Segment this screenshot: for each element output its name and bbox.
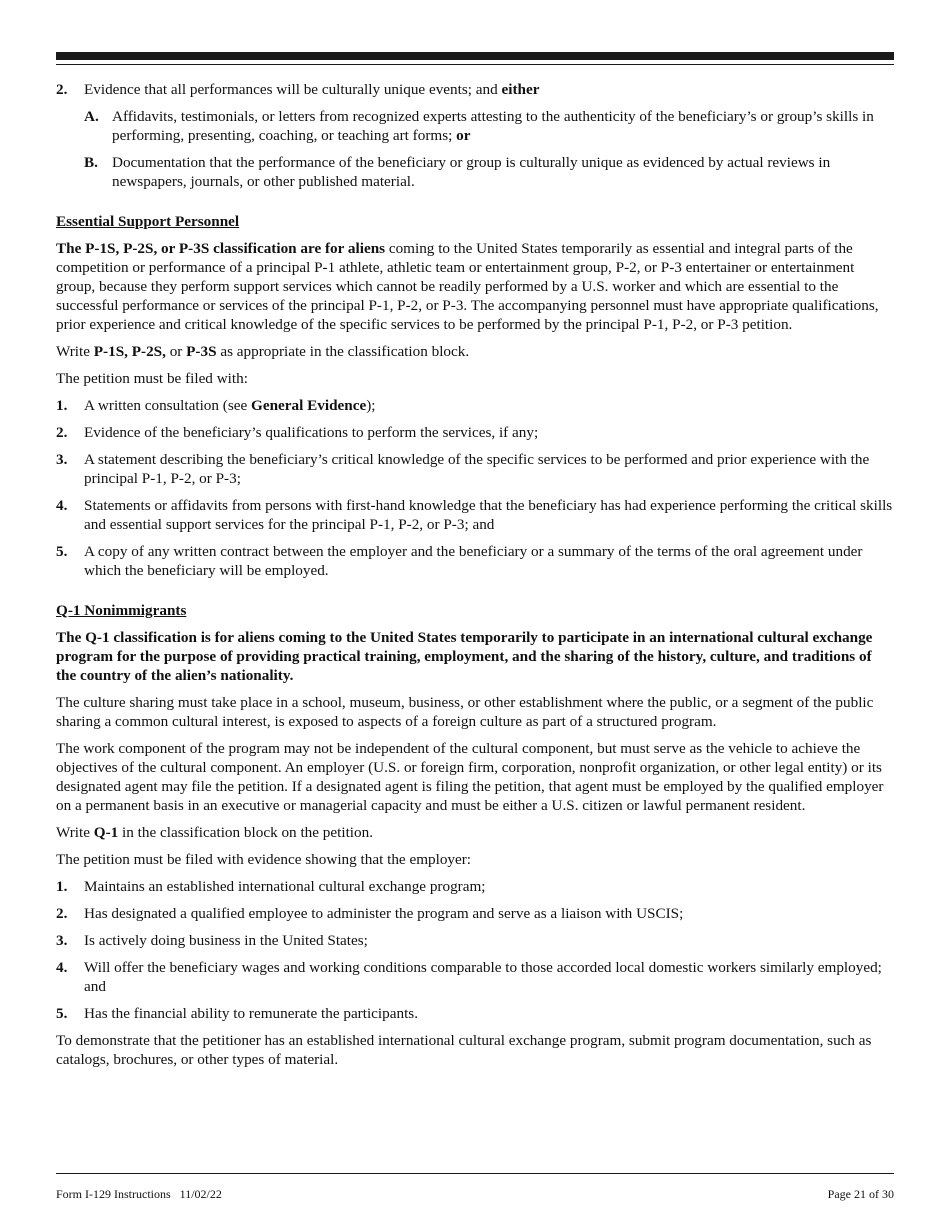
- item-text: A statement describing the beneficiary’s critical knowledge of the specific services to be performed and prior experience with the principal P-1, P-2, or P-3;: [84, 451, 870, 487]
- form-id: Form I-129 Instructions 11/02/22: [56, 1187, 222, 1201]
- list-item: [56, 931, 894, 950]
- list-item: [56, 904, 894, 923]
- sub-item-a: [84, 107, 894, 145]
- item-text: Maintains an established international cultural exchange program;: [84, 878, 486, 895]
- page-footer: [56, 1185, 894, 1204]
- list-item: [56, 80, 894, 99]
- item-number: 3.: [56, 932, 68, 949]
- item-number: 4.: [56, 959, 68, 976]
- item-text: Evidence that all performances will be culturally unique events; and either: [84, 81, 540, 98]
- item-number: 4.: [56, 497, 68, 514]
- section-heading-essential-support: Essential Support Personnel: [56, 213, 240, 230]
- footer-rule: [56, 1173, 894, 1174]
- item-text: Affidavits, testimonials, or letters from recognized experts attesting to the authenticity of the beneficiary’s or group’s skills in performing, presenting, coaching, or teaching art forms; or: [112, 108, 874, 144]
- q1-list: [56, 877, 894, 1023]
- list-item: [56, 877, 894, 896]
- item-number: 5.: [56, 543, 68, 560]
- page-content: [56, 80, 894, 1077]
- q1-para-work: The work component of the program may not be independent of the cultural component, but must serve as the vehicle to achieve the objectives of the cultural component. An employer (U.S. or foreign firm, corporation, nonprofit organization, or other legal entity) or its designated agent may file the petition. If a designated agent is filing the petition, that agent must be employed by the qualified employer on a permanent basis in an executive or managerial capacity and must be either a U.S. citizen or lawful permanent resident.: [56, 740, 884, 814]
- q1-filed-with: The petition must be filed with evidence showing that the employer:: [56, 851, 472, 868]
- list-item: [56, 496, 894, 534]
- item-number: 2.: [56, 81, 68, 98]
- list-item: [56, 396, 894, 415]
- item-number: 1.: [56, 878, 68, 895]
- essential-intro: The P-1S, P-2S, or P-3S classification are for aliens coming to the United States temporarily as essential and integral parts of the competition or performance of a principal P-1 athlete, athletic team or entertainment group, P-2, or P-3 entertainer or entertainment group, because they perform support services which cannot be readily performed by a U.S. worker and which are essential to the successful performance or services of the principal P-1, P-2, or P-3. The accompanying personnel must have appropriate qualifications, prior experience and critical knowledge of the specific services to be performed by the principal P-1, P-2, or P-3 petition.: [56, 240, 879, 333]
- list-item: [56, 958, 894, 996]
- item-text: Statements or affidavits from persons with first-hand knowledge that the beneficiary has had experience performing the critical skills and essential support services for the principal P-1, P-2, or P-3; and: [84, 497, 893, 533]
- essential-list: [56, 396, 894, 580]
- item-number: 5.: [56, 1005, 68, 1022]
- item-text: Has the financial ability to remunerate the participants.: [84, 1005, 418, 1022]
- item-number: 3.: [56, 451, 68, 468]
- item-letter: A.: [84, 108, 99, 125]
- item-text: Has designated a qualified employee to administer the program and serve as a liaison with USCIS;: [84, 905, 684, 922]
- item-text: Evidence of the beneficiary’s qualifications to perform the services, if any;: [84, 424, 539, 441]
- list-item: [56, 450, 894, 488]
- item-letter: B.: [84, 154, 98, 171]
- essential-write-instruction: Write P-1S, P-2S, or P-3S as appropriate in the classification block.: [56, 343, 470, 360]
- item-text: A copy of any written contract between the employer and the beneficiary or a summary of the terms of the oral agreement under which the beneficiary will be employed.: [84, 543, 863, 579]
- sub-item-b: [84, 153, 894, 191]
- item-text: Is actively doing business in the United States;: [84, 932, 368, 949]
- item-text: A written consultation (see General Evidence);: [84, 397, 376, 414]
- item-text: Will offer the beneficiary wages and working conditions comparable to those accorded local domestic workers similarly employed; and: [84, 959, 882, 995]
- item-number: 1.: [56, 397, 68, 414]
- list-item: [56, 423, 894, 442]
- item-text: Documentation that the performance of the beneficiary or group is culturally unique as evidenced by actual reviews in newspapers, journals, or other published material.: [112, 154, 831, 190]
- q1-closing: To demonstrate that the petitioner has an established international cultural exchange program, submit program documentation, such as catalogs, brochures, or other types of material.: [56, 1032, 872, 1068]
- header-rule-thin: [56, 64, 894, 65]
- list-item: [56, 542, 894, 580]
- q1-write-instruction: Write Q-1 in the classification block on the petition.: [56, 824, 373, 841]
- list-item: [56, 1004, 894, 1023]
- section-heading-q1: Q-1 Nonimmigrants: [56, 602, 187, 619]
- q1-para-culture: The culture sharing must take place in a school, museum, business, or other establishment where the public, or a segment of the public sharing a common cultural interest, is exposed to aspects of a foreign culture as part of a structured program.: [56, 694, 874, 730]
- essential-filed-with: The petition must be filed with:: [56, 370, 248, 387]
- header-rule-thick: [56, 52, 894, 60]
- page-number: Page 21 of 30: [827, 1187, 894, 1201]
- q1-intro: The Q-1 classification is for aliens coming to the United States temporarily to participate in an international cultural exchange program for the purpose of providing practical training, employment, and the sharing of the history, culture, and traditions of the country of the alien’s nationality.: [56, 629, 873, 684]
- item-number: 2.: [56, 424, 68, 441]
- item-number: 2.: [56, 905, 68, 922]
